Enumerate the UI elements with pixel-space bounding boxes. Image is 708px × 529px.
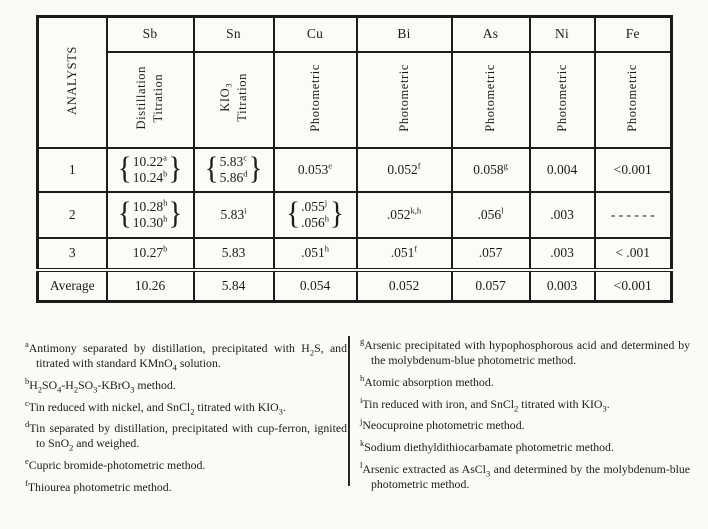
footnote-mark: a bbox=[25, 339, 29, 350]
footnote-mark: f bbox=[25, 478, 28, 489]
value-cell-cu: 0.053e bbox=[274, 148, 357, 192]
right-brace: } bbox=[168, 196, 183, 232]
table-row-2 bbox=[38, 192, 672, 238]
value-cell-fe: < .001 bbox=[595, 238, 672, 270]
method-header-as bbox=[452, 52, 530, 148]
footnote-mark: j bbox=[360, 416, 363, 427]
method-header-cu bbox=[274, 52, 357, 148]
footnote-a: $^a$Antimony separated by distillation, precipitated with $H_2S$, and titrated with standard KMnO$_4$ solution. bbox=[25, 339, 347, 373]
element-symbol-header-row bbox=[38, 17, 672, 52]
footnote-mark: b bbox=[25, 375, 30, 386]
table-row-average bbox=[38, 270, 672, 302]
analysts-label: ANALYSTS bbox=[64, 46, 79, 115]
footnote-mark: i bbox=[360, 394, 363, 405]
method-label: Photometric bbox=[483, 63, 498, 132]
value-cell-as: .057 bbox=[452, 238, 530, 270]
footnote-e: $^e$Cupric bromide-photometric method. bbox=[25, 456, 206, 473]
footnote-mark: k bbox=[360, 438, 365, 449]
value-cell-sb: 10.27$^b$ bbox=[107, 238, 194, 270]
table-row-3 bbox=[38, 238, 672, 270]
footnote-mark: e bbox=[25, 456, 29, 467]
value-cell-sn: 5.83 bbox=[194, 238, 274, 270]
left-brace: { bbox=[286, 196, 301, 232]
footnote-j: $^j$Neocuproine photometric method. bbox=[360, 416, 525, 433]
right-brace: } bbox=[168, 151, 183, 187]
analysts-header-cell bbox=[38, 17, 107, 148]
column-header-cu: Cu bbox=[274, 17, 357, 52]
footnote-k: $^k$Sodium diethyldithiocarbamate photometric method. bbox=[360, 438, 614, 455]
row-label: 3 bbox=[38, 238, 107, 270]
value-cell-fe: <0.001 bbox=[595, 148, 672, 192]
footnote-f: $^f$Thiourea photometric method. bbox=[25, 478, 172, 495]
method-header-sb bbox=[107, 52, 194, 148]
stacked-values: 5.83$^c$ 5.86$^d$ bbox=[219, 152, 248, 185]
footnote-mark: d bbox=[25, 419, 30, 430]
method-label: Photometric bbox=[554, 63, 569, 132]
footnote-mark: h bbox=[360, 372, 365, 383]
value-cell-fe: <0.001 bbox=[595, 270, 672, 302]
value-cell-bi: .051$^f$ bbox=[357, 238, 452, 270]
left-brace: { bbox=[117, 151, 132, 187]
column-header-bi: Bi bbox=[357, 17, 452, 52]
value-cell-sb bbox=[107, 192, 194, 238]
footnote-d: $^d$Tin separated by distillation, precipitated with cup-ferron, ignited to SnO$_2$ and weighed. bbox=[25, 419, 347, 453]
value-cell-ni: .003 bbox=[530, 192, 595, 238]
value-cell-as: 0.057 bbox=[452, 270, 530, 302]
value-cell-ni: 0.003 bbox=[530, 270, 595, 302]
method-label: Photometric bbox=[396, 63, 411, 132]
method-header-sn bbox=[194, 52, 274, 148]
right-brace: } bbox=[329, 196, 344, 232]
method-header-row bbox=[38, 52, 672, 148]
footnote-l: $^l$Arsenic extracted as AsCl$_3$ and determined by the molybdenum-blue photometric method. bbox=[360, 460, 690, 492]
value-cell-sb bbox=[107, 148, 194, 192]
analysis-results-table bbox=[36, 15, 673, 303]
method-label: Photometric bbox=[625, 63, 640, 132]
value-cell-as: .056$^l$ bbox=[452, 192, 530, 238]
stacked-values: 10.28$^h$ 10.30$^h$ bbox=[132, 197, 168, 230]
footnote-mark: l bbox=[360, 460, 363, 471]
column-header-sn: Sn bbox=[194, 17, 274, 52]
value-cell-bi: 0.052 bbox=[357, 270, 452, 302]
left-brace: { bbox=[117, 196, 132, 232]
value-cell-cu: 0.054 bbox=[274, 270, 357, 302]
method-label: Distillation Titration bbox=[134, 66, 165, 130]
method-header-ni bbox=[530, 52, 595, 148]
right-brace: } bbox=[248, 151, 263, 187]
value-cell-bi: 0.052$^f$ bbox=[357, 148, 452, 192]
value-cell-cu bbox=[274, 192, 357, 238]
footnote-b: $^bH_2SO_4-H_2SO_3-KBrO_3$ method. bbox=[25, 375, 176, 395]
footnotes-right-column bbox=[360, 338, 690, 499]
value-cell-sn: 5.84 bbox=[194, 270, 274, 302]
value-cell-sn: 5.83$^i$ bbox=[194, 192, 274, 238]
column-header-ni: Ni bbox=[530, 17, 595, 52]
footnote-c: $^c$Tin reduced with nickel, and SnCl$_2$ titrated with $KIO_3$. bbox=[25, 397, 286, 416]
value-cell-bi: .052$^{k,h}$ bbox=[357, 192, 452, 238]
value-cell-fe: - - - - - - bbox=[595, 192, 672, 238]
table-row-1 bbox=[38, 148, 672, 192]
value-cell-sn bbox=[194, 148, 274, 192]
left-brace: { bbox=[204, 151, 219, 187]
value-cell-ni: .003 bbox=[530, 238, 595, 270]
row-label: 1 bbox=[38, 148, 107, 192]
stacked-values: .055$^j$ .056$^h$ bbox=[301, 197, 329, 230]
footnote-i: $^i$Tin reduced with iron, and SnCl$_2$ titrated with $KIO_3$. bbox=[360, 394, 610, 413]
value-cell-ni: 0.004 bbox=[530, 148, 595, 192]
value-cell-cu: .051$^h$ bbox=[274, 238, 357, 270]
footnote-mark: c bbox=[25, 397, 29, 408]
method-label: $KIO_3$ Titration bbox=[217, 73, 249, 123]
row-label: Average bbox=[38, 270, 107, 302]
column-header-sb: Sb bbox=[107, 17, 194, 52]
value-cell-as: 0.058$^g$ bbox=[452, 148, 530, 192]
method-label: Photometric bbox=[307, 63, 322, 132]
footnote-g: $^g$Arsenic precipitated with hypophosphorous acid and determined by the molybdenum-blue photometric method. bbox=[360, 336, 690, 367]
row-label: 2 bbox=[38, 192, 107, 238]
footnotes-left-column bbox=[25, 341, 347, 502]
footnote-h: $^h$Atomic absorption method. bbox=[360, 372, 494, 389]
column-header-as: As bbox=[452, 17, 530, 52]
stacked-values: 10.22$^a$ 10.24$^b$ bbox=[132, 152, 168, 185]
footnote-column-divider-rule bbox=[348, 336, 350, 486]
method-header-fe bbox=[595, 52, 672, 148]
column-header-fe: Fe bbox=[595, 17, 672, 52]
method-header-bi bbox=[357, 52, 452, 148]
footnote-mark: g bbox=[360, 336, 365, 347]
value-cell-sb: 10.26 bbox=[107, 270, 194, 302]
